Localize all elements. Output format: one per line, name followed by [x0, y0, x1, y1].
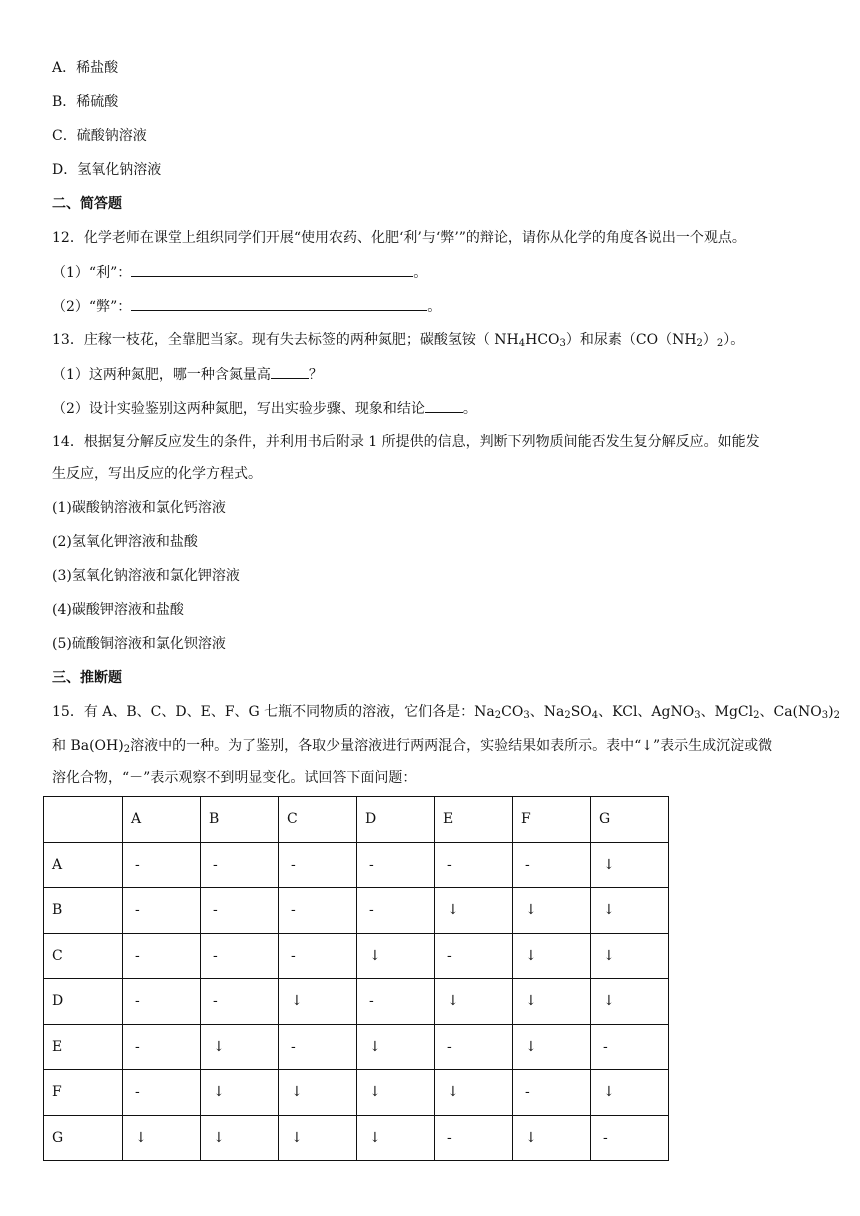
table-cell: [123, 979, 201, 1025]
table-cell: [591, 842, 669, 888]
table-cell: [435, 888, 513, 934]
option-a: A．稀盐酸: [52, 60, 119, 76]
cell-symbol: ↓: [369, 1038, 381, 1055]
cell-symbol: -: [135, 856, 140, 873]
table-cell: [279, 1024, 357, 1070]
table-header-cell: E: [435, 797, 513, 843]
table-header-cell: G: [591, 797, 669, 843]
q15-text: ): [828, 704, 834, 720]
cell-symbol: ↓: [135, 1129, 147, 1146]
cell-symbol: ↓: [291, 1084, 303, 1101]
cell-symbol: -: [213, 856, 218, 873]
q13-part1-end: ？: [308, 367, 323, 383]
table-row: [44, 1115, 669, 1161]
option-c: C．硫酸钠溶液: [52, 128, 147, 144]
q13-stem-text: ）。: [723, 332, 745, 348]
table-cell: [435, 933, 513, 979]
subscript: 4: [591, 710, 599, 721]
cell-symbol: ↓: [603, 993, 615, 1010]
cell-symbol: -: [213, 902, 218, 919]
cell-symbol: -: [291, 1038, 296, 1055]
subscript: 3: [694, 710, 701, 721]
table-cell: [591, 1115, 669, 1161]
table-cell: [123, 933, 201, 979]
cell-symbol: ↓: [213, 1084, 225, 1101]
cell-symbol: -: [369, 856, 374, 873]
q15-text: 15．有 A、B、C、D、E、F、G 七瓶不同物质的溶液，它们各是：Na: [52, 704, 495, 720]
cell-symbol: -: [213, 993, 218, 1010]
table-cell: [357, 1070, 435, 1116]
q15-text: 、KCl、AgNO: [598, 704, 695, 720]
table-row-label: C: [44, 933, 123, 979]
q15-stem-line2: [52, 736, 772, 756]
table-cell: [279, 842, 357, 888]
q13-stem-text: ）: [702, 332, 717, 348]
q15-text: 、Na: [529, 704, 565, 720]
section-heading-short-answer: 二、简答题: [52, 196, 122, 212]
table-cell: [513, 1070, 591, 1116]
subscript: 2: [753, 710, 760, 721]
table-cell: [513, 1024, 591, 1070]
table-cell: [513, 933, 591, 979]
table-cell: [357, 979, 435, 1025]
cell-symbol: ↓: [525, 1129, 537, 1146]
table-cell: [591, 1070, 669, 1116]
q13-stem-text: ）和尿素（CO（NH: [565, 332, 697, 348]
cell-symbol: -: [603, 1129, 608, 1146]
q12-part2: [52, 296, 441, 317]
table-header-cell: B: [201, 797, 279, 843]
cell-symbol: -: [135, 1038, 140, 1055]
table-row-label: E: [44, 1024, 123, 1070]
q15-text: 、MgCl: [700, 704, 754, 720]
table-cell: [357, 1115, 435, 1161]
cell-symbol: ↓: [369, 1084, 381, 1101]
answer-blank[interactable]: [131, 296, 427, 311]
table-cell: [123, 842, 201, 888]
table-cell: [279, 1070, 357, 1116]
cell-symbol: ↓: [447, 1084, 459, 1101]
q13-part1: [52, 364, 323, 385]
cell-symbol: -: [525, 1084, 530, 1101]
subscript: 2: [123, 744, 131, 755]
table-cell: [123, 1024, 201, 1070]
cell-symbol: ↓: [213, 1129, 225, 1146]
table-header-cell: D: [357, 797, 435, 843]
q14-item-4: (4)碳酸钾溶液和盐酸: [52, 602, 184, 618]
table-row: [44, 842, 669, 888]
cell-symbol: -: [291, 856, 296, 873]
table-header-cell: A: [123, 797, 201, 843]
option-d: D．氢氧化钠溶液: [52, 162, 162, 178]
cell-symbol: -: [369, 902, 374, 919]
subscript: 2: [716, 338, 724, 349]
cell-symbol: ↓: [525, 947, 537, 964]
table-cell: [357, 933, 435, 979]
table-row: [44, 1070, 669, 1116]
table-cell: [201, 1115, 279, 1161]
cell-symbol: -: [447, 856, 452, 873]
cell-symbol: -: [603, 1038, 608, 1055]
cell-symbol: -: [135, 902, 140, 919]
cell-symbol: -: [291, 902, 296, 919]
q12-part2-label: （2）“弊”：: [52, 299, 132, 315]
q13-stem-text: 13．庄稼一枝花，全靠肥当家。现有失去标签的两种氮肥；碳酸氢铵（ NH: [52, 332, 519, 348]
table-cell: [279, 933, 357, 979]
table-row-label: A: [44, 842, 123, 888]
subscript: 3: [821, 710, 829, 721]
answer-blank[interactable]: [271, 364, 309, 379]
q15-text: 溶液中的一种。为了鉴别，各取少量溶液进行两两混合，实验结果如表所示。表中“↓”表示生成沉淀或微: [130, 738, 773, 754]
table-row-label: D: [44, 979, 123, 1025]
answer-blank[interactable]: [131, 262, 413, 277]
q13-part1-text: （1）这两种氮肥，哪一种含氮量高: [52, 367, 271, 383]
subscript: 3: [523, 710, 530, 721]
q15-stem-line3: 溶化合物，“－”表示观察不到明显变化。试回答下面问题：: [52, 770, 417, 786]
cell-symbol: ↓: [369, 947, 381, 964]
cell-symbol: ↓: [525, 1038, 537, 1055]
mixing-results-table: [43, 796, 669, 1161]
cell-symbol: -: [447, 947, 452, 964]
table-cell: [591, 1024, 669, 1070]
cell-symbol: ↓: [525, 993, 537, 1010]
table-row-label: G: [44, 1115, 123, 1161]
table-header-cell: F: [513, 797, 591, 843]
q15-text: 和 Ba(OH): [52, 738, 124, 754]
table-cell: [123, 1115, 201, 1161]
table-row: [44, 979, 669, 1025]
table-row: [44, 888, 669, 934]
q14-item-2: (2)氢氧化钾溶液和盐酸: [52, 534, 198, 550]
q15-stem-line1: [52, 702, 840, 722]
cell-symbol: ↓: [213, 1038, 225, 1055]
table-cell: [435, 1070, 513, 1116]
q15-text: 、Ca(NO: [759, 704, 822, 720]
cell-symbol: ↓: [369, 1129, 381, 1146]
table-cell: [513, 979, 591, 1025]
table-cell: [201, 933, 279, 979]
cell-symbol: ↓: [603, 856, 615, 873]
cell-symbol: ↓: [603, 947, 615, 964]
table-row-label: F: [44, 1070, 123, 1116]
q13-part2-end: 。: [462, 401, 477, 417]
q14-stem-line1: 14．根据复分解反应发生的条件，并利用书后附录 1 所提供的信息，判断下列物质间能否发生复分解反应。如能发: [52, 434, 760, 450]
subscript: 2: [494, 710, 502, 721]
table-cell: [435, 842, 513, 888]
q14-item-1: (1)碳酸钠溶液和氯化钙溶液: [52, 500, 226, 516]
cell-symbol: -: [135, 993, 140, 1010]
q15-text: SO: [570, 704, 592, 720]
table-cell: [201, 888, 279, 934]
cell-symbol: -: [369, 993, 374, 1010]
cell-symbol: -: [135, 1084, 140, 1101]
q13-part2-text: （2）设计实验鉴别这两种氮肥，写出实验步骤、现象和结论: [52, 401, 425, 417]
table-header-cell: C: [279, 797, 357, 843]
table-cell: [591, 979, 669, 1025]
cell-symbol: -: [447, 1038, 452, 1055]
table-cell: [513, 888, 591, 934]
section-heading-inference: 三、推断题: [52, 670, 122, 686]
table-cell: [123, 888, 201, 934]
table-cell: [357, 888, 435, 934]
cell-symbol: -: [447, 1129, 452, 1146]
subscript: 4: [518, 338, 526, 349]
q13-stem-text: HCO: [525, 332, 560, 348]
cell-symbol: ↓: [447, 993, 459, 1010]
q12-part1: [52, 262, 427, 283]
table-cell: [201, 842, 279, 888]
cell-symbol: ↓: [447, 902, 459, 919]
table-cell: [513, 1115, 591, 1161]
table-cell: [591, 933, 669, 979]
table-cell: [591, 888, 669, 934]
q12-part1-end: 。: [413, 265, 428, 281]
cell-symbol: ↓: [291, 1129, 303, 1146]
q13-stem: [52, 330, 744, 350]
answer-blank[interactable]: [425, 398, 463, 413]
table-cell: [435, 979, 513, 1025]
subscript: 2: [833, 710, 840, 721]
cell-symbol: -: [135, 947, 140, 964]
q14-item-3: (3)氢氧化钠溶液和氯化钾溶液: [52, 568, 240, 584]
table-cell: [201, 979, 279, 1025]
table-cell: [357, 1024, 435, 1070]
table-cell: [513, 842, 591, 888]
q12-stem: 12．化学老师在课堂上组织同学们开展“使用农药、化肥‘利’与‘弊’”的辩论，请你从化学的角度各说出一个观点。: [52, 230, 746, 246]
table-header-cell: [44, 797, 123, 843]
q14-item-5: (5)硫酸铜溶液和氯化钡溶液: [52, 636, 226, 652]
cell-symbol: -: [525, 856, 530, 873]
table-row: [44, 1024, 669, 1070]
q15-text: CO: [501, 704, 524, 720]
q12-part2-end: 。: [427, 299, 442, 315]
table-cell: [201, 1070, 279, 1116]
q14-stem-line2: 生反应，写出反应的化学方程式。: [52, 466, 262, 482]
table-row-label: B: [44, 888, 123, 934]
table-cell: [201, 1024, 279, 1070]
table-cell: [123, 1070, 201, 1116]
cell-symbol: ↓: [603, 1084, 615, 1101]
cell-symbol: ↓: [291, 993, 303, 1010]
subscript: 2: [564, 710, 571, 721]
table-cell: [435, 1024, 513, 1070]
table-cell: [279, 1115, 357, 1161]
cell-symbol: -: [291, 947, 296, 964]
q12-part1-label: （1）“利”：: [52, 265, 132, 281]
table-header-row: [44, 797, 669, 843]
table-cell: [435, 1115, 513, 1161]
table-cell: [357, 842, 435, 888]
table-row: [44, 933, 669, 979]
cell-symbol: ↓: [603, 902, 615, 919]
table-cell: [279, 979, 357, 1025]
subscript: 2: [696, 338, 703, 349]
cell-symbol: ↓: [525, 902, 537, 919]
subscript: 3: [559, 338, 566, 349]
option-b: B．稀硫酸: [52, 94, 119, 110]
q13-part2: [52, 398, 477, 419]
table-cell: [279, 888, 357, 934]
cell-symbol: -: [213, 947, 218, 964]
